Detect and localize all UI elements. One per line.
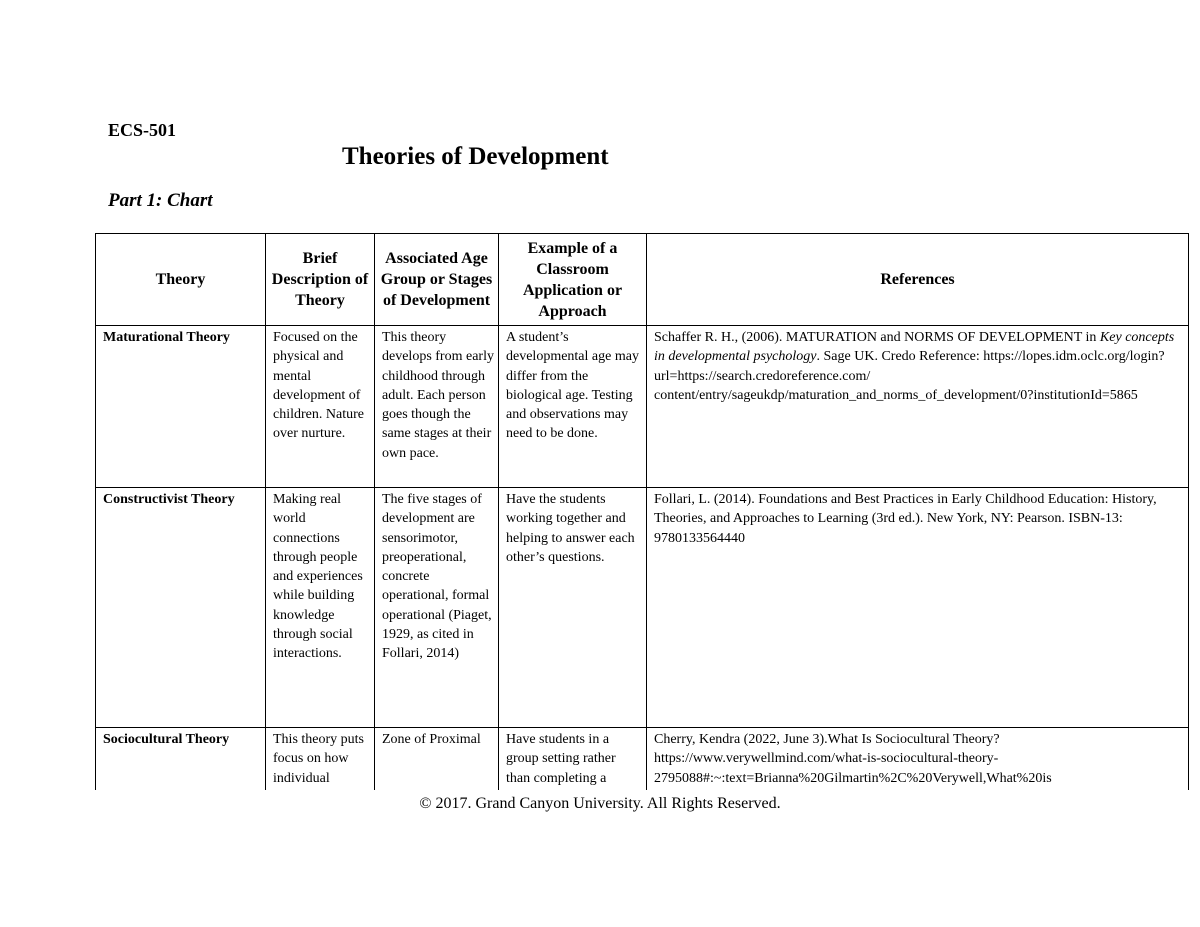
theories-table bbox=[95, 233, 1189, 790]
description-cell: Making real world connections through people and experiences while building knowledge through social interactions. bbox=[266, 488, 375, 728]
reference-text-continued: . Sage UK. Credo Reference: https://lopes.idm.oclc.org/login?url=https://search.credoreference.com/ content/entry/sageukdp/maturation_and_norms_of_development/0?institutionId=5865 bbox=[654, 349, 1165, 403]
example-cell: A student’s developmental age may differ from the biological age. Testing and observations may need to be done. bbox=[499, 326, 647, 488]
column-header-description: Brief Description of Theory bbox=[266, 234, 375, 326]
reference-cell: Cherry, Kendra (2022, June 3).What Is Sociocultural Theory? https://www.verywellmind.com/what-is-sociocultural-theory-2795088#:~:text=Brianna%20Gilmartin%2C%20Verywell,What%20is bbox=[647, 728, 1189, 791]
column-header-age-group: Associated Age Group or Stages of Development bbox=[375, 234, 499, 326]
reference-cell bbox=[647, 326, 1189, 488]
theory-name-cell: Constructivist Theory bbox=[96, 488, 266, 728]
column-header-theory: Theory bbox=[96, 234, 266, 326]
reference-cell: Follari, L. (2014). Foundations and Best Practices in Early Childhood Education: History, Theories, and Approaches to Learning (3rd ed.). New York, NY: Pearson. ISBN-13: 9780133564440 bbox=[647, 488, 1189, 728]
theory-name-cell: Sociocultural Theory bbox=[96, 728, 266, 791]
example-cell: Have the students working together and helping to answer each other’s questions. bbox=[499, 488, 647, 728]
description-cell: Focused on the physical and mental development of children. Nature over nurture. bbox=[266, 326, 375, 488]
table-header-row bbox=[96, 234, 1189, 326]
table-row bbox=[96, 488, 1189, 728]
theories-table-container bbox=[95, 233, 1200, 790]
table-row bbox=[96, 728, 1189, 791]
theory-name-cell: Maturational Theory bbox=[96, 326, 266, 488]
page-title: Theories of Development bbox=[342, 143, 609, 170]
course-code: ECS-501 bbox=[108, 120, 177, 140]
table-row bbox=[96, 326, 1189, 488]
age-group-cell: Zone of Proximal bbox=[375, 728, 499, 791]
age-group-cell: This theory develops from early childhood through adult. Each person goes though the same stages at their own pace. bbox=[375, 326, 499, 488]
example-cell: Have students in a group setting rather than completing a bbox=[499, 728, 647, 791]
copyright-footer: © 2017. Grand Canyon University. All Rights Reserved. bbox=[419, 795, 781, 812]
section-label: Part 1: Chart bbox=[108, 190, 213, 211]
column-header-references: References bbox=[647, 234, 1189, 326]
description-cell: This theory puts focus on how individual bbox=[266, 728, 375, 791]
reference-book-title: Key concepts in developmental psychology bbox=[654, 330, 1175, 365]
reference-text: Schaffer R. H., (2006). MATURATION and NORMS OF DEVELOPMENT in bbox=[654, 330, 1100, 345]
column-header-example: Example of a Classroom Application or Approach bbox=[499, 234, 647, 326]
age-group-cell: The five stages of development are sensorimotor, preoperational, concrete operational, formal operational (Piaget, 1929, as cited in Follari, 2014) bbox=[375, 488, 499, 728]
